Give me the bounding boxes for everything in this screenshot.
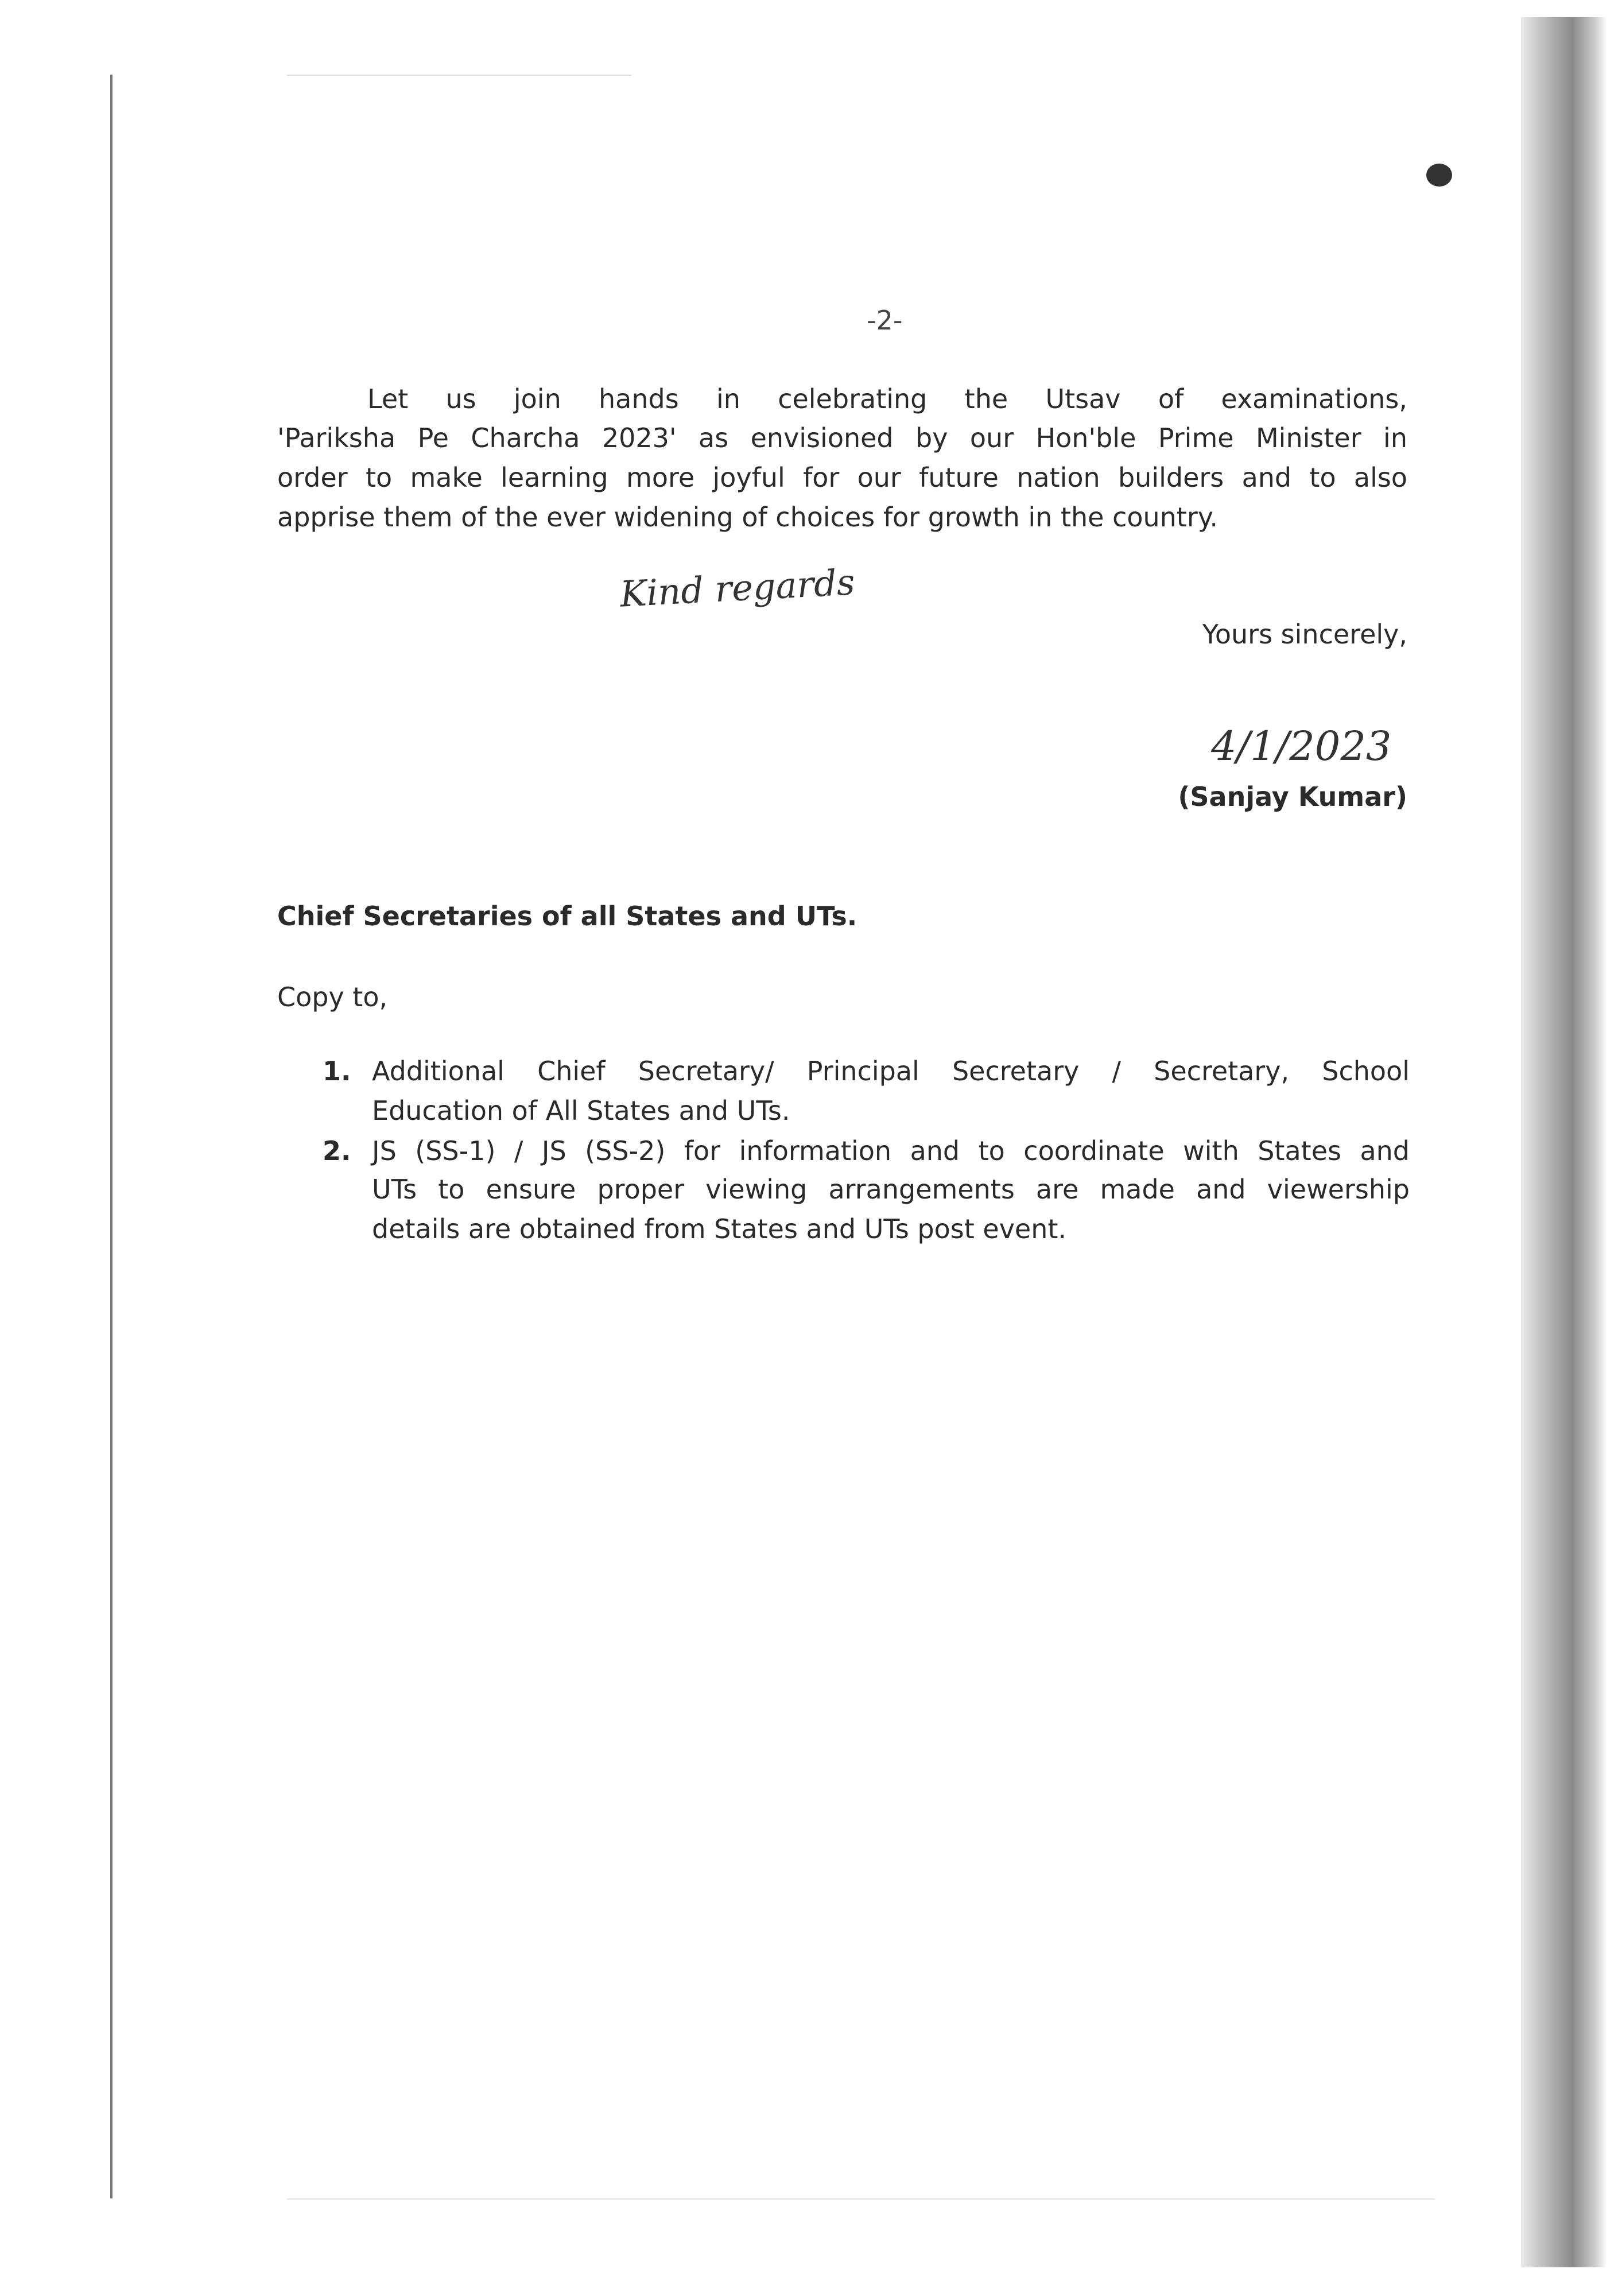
list-item-line: JS (SS-1) / JS (SS-2) for information and to coordinate with States and: [372, 1135, 1410, 1166]
list-item-line: details are obtained from States and UTs post event.: [372, 1213, 1067, 1244]
list-item-line: Additional Chief Secretary/ Principal Secretary / Secretary, School: [372, 1056, 1410, 1087]
scan-left-border: [110, 75, 112, 2198]
body-line: Let us join hands in celebrating the Utsav of examinations,: [367, 383, 1407, 414]
addressee: Chief Secretaries of all States and UTs.: [277, 901, 857, 932]
signature: 4/1/2023: [1211, 723, 1392, 770]
page-number: -2-: [867, 305, 903, 336]
list-number: 1.: [323, 1056, 351, 1087]
scan-bottom-line: [287, 2198, 1435, 2200]
closing: Yours sincerely,: [1202, 619, 1407, 650]
scan-right-shadow: [1521, 17, 1607, 2267]
signatory-name: (Sanjay Kumar): [1178, 781, 1407, 812]
body-line: apprise them of the ever widening of choices for growth in the country.: [277, 502, 1219, 533]
list-item-line: Education of All States and UTs.: [372, 1095, 790, 1126]
handwritten-kind-regards: Kind regards: [619, 561, 856, 615]
body-line: order to make learning more joyful for our future nation builders and to also: [277, 462, 1407, 493]
punch-hole-mark: [1426, 164, 1452, 187]
body-line: 'Pariksha Pe Charcha 2023' as envisioned by our Hon'ble Prime Minister in: [277, 422, 1407, 453]
scan-top-line: [287, 75, 631, 76]
list-number: 2.: [323, 1135, 351, 1166]
copy-to-label: Copy to,: [277, 982, 388, 1013]
list-item-line: UTs to ensure proper viewing arrangements are made and viewership: [372, 1174, 1410, 1205]
